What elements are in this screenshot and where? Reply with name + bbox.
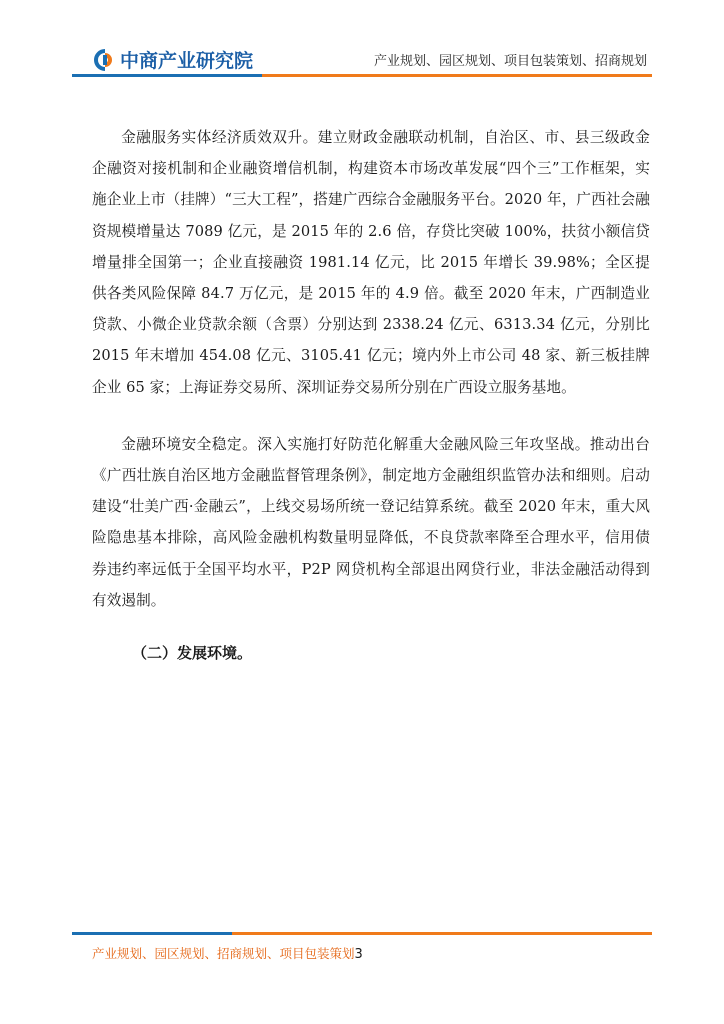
footer-rule-orange [232, 932, 652, 935]
logo-icon [94, 49, 116, 71]
footer-tagline: 产业规划、园区规划、招商规划、项目包装策划 [92, 946, 355, 961]
logo-text: 中商产业研究院 [120, 50, 254, 72]
section-heading: （二）发展环境。 [132, 644, 253, 663]
page-footer [92, 944, 363, 962]
document-body [92, 122, 650, 663]
paragraph-finance-services: 金融服务实体经济质效双升。建立财政金融联动机制，自治区、市、县三级政金企融资对接机制和企业融资增信机制，构建资本市场改革发展“四个三”工作框架，实施企业上市（挂牌）“三大工程”，搭建广西综合金融服务平台。2020 年，广西社会融资规模增量达 7089 亿元，是 2015 年的 2.6 倍，存贷比突破 100%，扶贫小额信贷增量排全国第一；企业直接融资 1981.14 亿元，比 2015 年增长 39.98%；全区提供各类风险保障 84.7 万亿元，是 2015 年的 4.9 倍。截至 2020 年末，广西制造业贷款、小微企业贷款余额（含票）分别达到 2338.24 亿元、6313.34 亿元，分别比 2015 年末增加 454.08 亿元、3105.41 亿元；境内外上市公司 48 家、新三板挂牌企业 65 家；上海证券交易所、深圳证券交易所分别在广西设立服务基地。 [92, 129, 650, 396]
brand-logo [94, 46, 253, 73]
footer-rule-blue [72, 932, 232, 935]
header-rule-orange [262, 74, 652, 77]
header-rule-blue [72, 74, 262, 77]
paragraph-finance-environment: 金融环境安全稳定。深入实施打好防范化解重大金融风险三年攻坚战。推动出台《广西壮族自治区地方金融监督管理条例》，制定地方金融组织监管办法和细则。启动建设“壮美广西·金融云”，上线交易场所统一登记结算系统。截至 2020 年末，重大风险隐患基本排除，高风险金融机构数量明显降低，不良贷款率降至合理水平，信用债券违约率远低于全国平均水平，P2P 网贷机构全部退出网贷行业，非法金融活动得到有效遏制。 [92, 435, 650, 609]
page-number: 3 [354, 947, 363, 962]
header-tagline: 产业规划、园区规划、项目包装策划、招商规划 [373, 54, 647, 69]
page-header [0, 0, 724, 80]
